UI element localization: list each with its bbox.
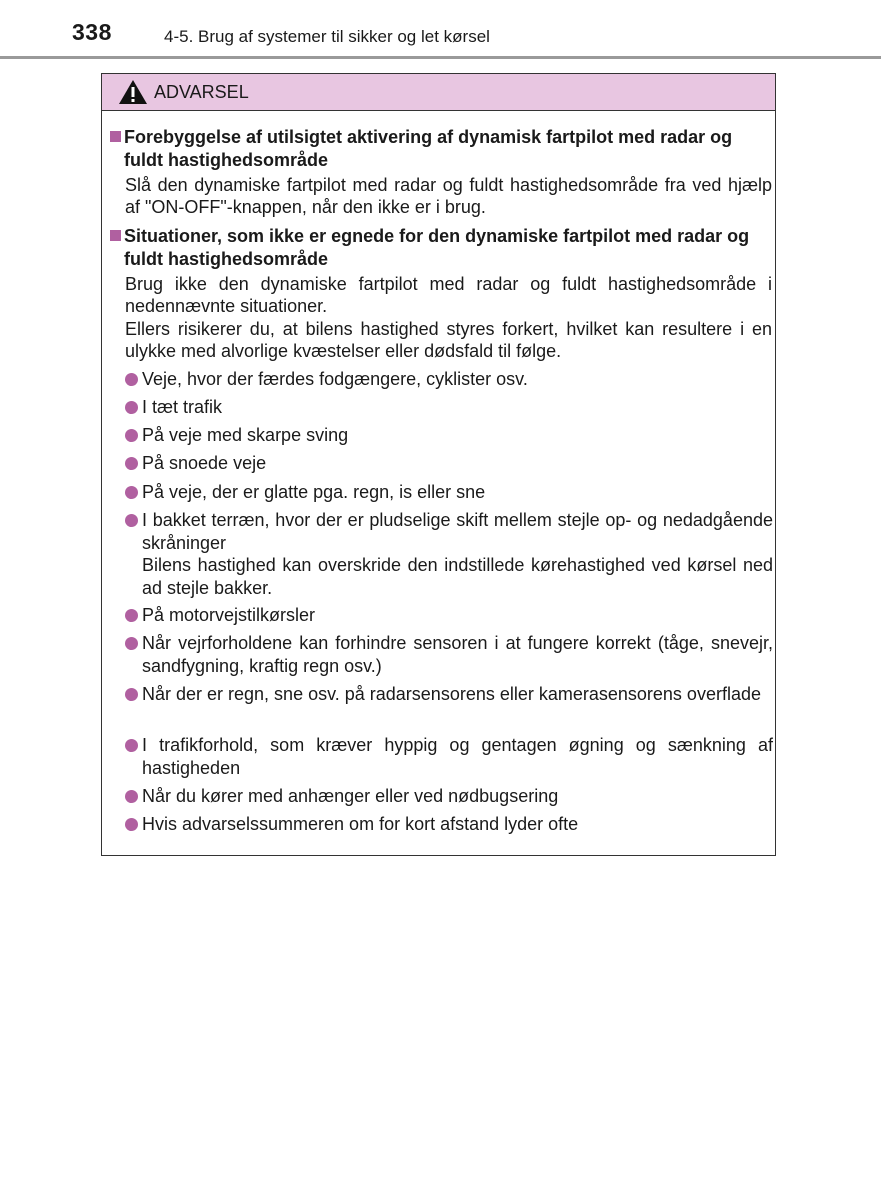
list-item: På snoede veje [123, 452, 773, 475]
section-title: 4-5. Brug af systemer til sikker og let kørsel [164, 27, 490, 46]
list-item: På veje med skarpe sving [123, 424, 773, 447]
bullet-dot-icon [125, 401, 138, 414]
list-item: På veje, der er glatte pga. regn, is eller sne [123, 481, 773, 504]
section-heading: Forebyggelse af utilsigtet aktivering af dynamisk fartpilot med radar og fuldt hastighedsområde [110, 126, 772, 171]
bullet-dot-icon [125, 429, 138, 442]
list-item: Når der er regn, sne osv. på radarsensorens eller kamerasensorens overflade [123, 683, 773, 706]
bullet-dot-icon [125, 457, 138, 470]
section-body: Brug ikke den dynamiske fartpilot med radar og fuldt hastighedsområde i nedennævnte situationer. [125, 274, 772, 317]
list-item: Hvis advarselssummeren om for kort afstand lyder ofte [123, 813, 773, 836]
page-header [0, 0, 881, 60]
warning-box [101, 73, 776, 856]
section-unsuitable-situations [110, 225, 772, 362]
bullet-dot-icon [125, 818, 138, 831]
list-item: I trafikforhold, som kræver hyppig og gentagen øgning og sænkning af hastigheden [123, 734, 773, 779]
list-item: Når vejrforholdene kan forhindre sensoren i at fungere korrekt (tåge, snevejr, sandfygning, kraftig regn osv.) [123, 632, 773, 677]
list-item: I tæt trafik [123, 396, 773, 419]
square-bullet-icon [110, 131, 121, 142]
list-item: På motorvejstilkørsler [123, 604, 773, 627]
list-item-note: Bilens hastighed kan overskride den indstillede kørehastighed ved kørsel ned ad stejle bakker. [142, 555, 773, 598]
bullet-dot-icon [125, 739, 138, 752]
bullet-dot-icon [125, 790, 138, 803]
section-heading: Situationer, som ikke er egnede for den dynamiske fartpilot med radar og fuldt hastighedsområde [110, 225, 772, 270]
warning-label: ADVARSEL [154, 82, 249, 102]
bullet-dot-icon [125, 688, 138, 701]
section-body: Slå den dynamiske fartpilot med radar og fuldt hastighedsområde fra ved hjælp af "ON-OFF"-knappen, når den ikke er i brug. [125, 175, 772, 218]
header-divider [0, 56, 881, 59]
page-number: 338 [72, 19, 112, 45]
bullet-dot-icon [125, 637, 138, 650]
list-item: Når du kører med anhænger eller ved nødbugsering [123, 785, 773, 808]
square-bullet-icon [110, 230, 121, 241]
section-prevent-activation [110, 126, 772, 219]
list-item: Veje, hvor der færdes fodgængere, cyklister osv. [123, 368, 773, 391]
bullet-dot-icon [125, 609, 138, 622]
warning-triangle-icon [118, 79, 148, 105]
bullet-dot-icon [125, 514, 138, 527]
section-body-consequence: Ellers risikerer du, at bilens hastighed styres forkert, hvilket kan resultere i en ulykke med alvorlige kvæstelser eller dødsfald til følge. [125, 318, 772, 361]
bullet-dot-icon [125, 373, 138, 386]
bullet-dot-icon [125, 486, 138, 499]
warning-header [102, 74, 775, 111]
list-item: I bakket terræn, hvor der er pludselige skift mellem stejle op- og nedadgående skråninger Bilens hastighed kan overskride den indstillede kørehastighed ved kørsel ned ad stejle bakker. [123, 509, 773, 599]
